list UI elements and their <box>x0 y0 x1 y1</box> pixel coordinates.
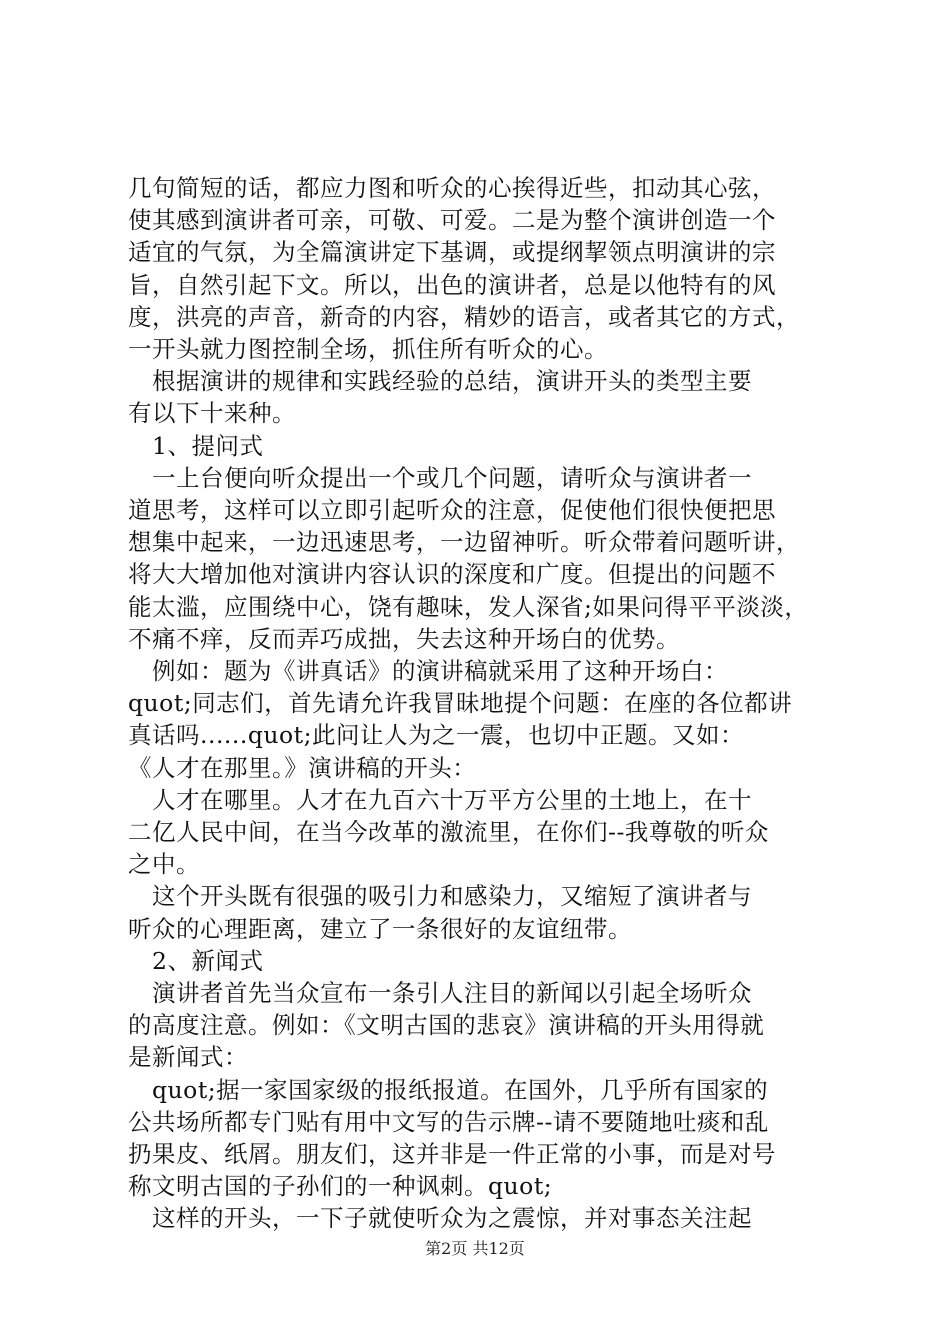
text-line: quot;据一家国家级的报纸报道。在国外，几乎所有国家的 <box>128 1075 769 1104</box>
page-footer: 第2页 共12页 <box>425 1239 525 1258</box>
text-line: 一开头就力图控制全场，抓住所有听众的心。 <box>128 335 608 363</box>
text-line: 旨，自然引起下文。所以，出色的演讲者，总是以他特有的风 <box>128 270 776 299</box>
text-line: 使其感到演讲者可亲，可敬、可爱。二是为整个演讲创造一个 <box>128 206 776 235</box>
text-line: 人才在哪里。人才在九百六十万平方公里的土地上，在十 <box>128 785 752 814</box>
text-line: 1、提问式 <box>128 431 264 460</box>
text-line: 度，洪亮的声音，新奇的内容，精妙的语言，或者其它的方式， <box>128 302 800 331</box>
text-line: 想集中起来，一边迅速思考，一边留神听。听众带着问题听讲， <box>128 528 800 557</box>
text-line: 称文明古国的子孙们的一种讽刺。quot; <box>128 1172 553 1201</box>
text-line: 2、新闻式 <box>128 946 264 975</box>
text-line: 这个开头既有很强的吸引力和感染力，又缩短了演讲者与 <box>128 882 752 911</box>
text-line: 之中。 <box>128 850 200 879</box>
text-line: 不痛不痒，反而弄巧成拙，失去这种开场白的优势。 <box>128 624 680 653</box>
text-line: 的高度注意。例如：《文明古国的悲哀》演讲稿的开头用得就 <box>128 1011 765 1040</box>
text-line: 演讲者首先当众宣布一条引人注目的新闻以引起全场听众 <box>128 979 752 1007</box>
text-line: 公共场所都专门贴有用中文写的告示牌--请不要随地吐痰和乱 <box>128 1107 769 1136</box>
text-line: 例如：题为《讲真话》的演讲稿就采用了这种开场白： <box>128 657 728 685</box>
text-line: 这样的开头，一下子就使听众为之震惊，并对事态关注起 <box>128 1204 752 1233</box>
text-line: 扔果皮、纸屑。朋友们，这并非是一件正常的小事，而是对号 <box>128 1140 776 1168</box>
text-line: 真话吗......quot;此问让人为之一震，也切中正题。又如： <box>128 721 745 750</box>
text-line: 道思考，这样可以立即引起听众的注意，促使他们很快便把思 <box>128 496 776 524</box>
text-line: 有以下十来种。 <box>128 399 296 428</box>
text-line: 《人才在那里。》演讲稿的开头： <box>128 753 477 782</box>
text-line: 听众的心理距离，建立了一条很好的友谊纽带。 <box>128 914 632 943</box>
text-line: quot;同志们，首先请允许我冒昧地提个问题：在座的各位都讲 <box>128 689 793 718</box>
text-line: 适宜的气氛，为全篇演讲定下基调，或提纲挈领点明演讲的宗 <box>128 238 776 267</box>
text-line: 一上台便向听众提出一个或几个问题，请听众与演讲者一 <box>128 463 752 492</box>
text-line: 几句简短的话，都应力图和听众的心挨得近些，扣动其心弦， <box>128 174 776 202</box>
text-line: 根据演讲的规律和实践经验的总结，演讲开头的类型主要 <box>128 367 752 396</box>
text-line: 将大大增加他对演讲内容认识的深度和广度。但提出的问题不 <box>128 560 776 589</box>
text-line: 二亿人民中间，在当今改革的激流里，在你们--我尊敬的听众 <box>128 818 769 846</box>
text-line: 能太滥，应围绕中心，饶有趣味，发人深省;如果问得平平淡淡， <box>128 592 809 621</box>
text-line: 是新闻式： <box>128 1043 248 1072</box>
